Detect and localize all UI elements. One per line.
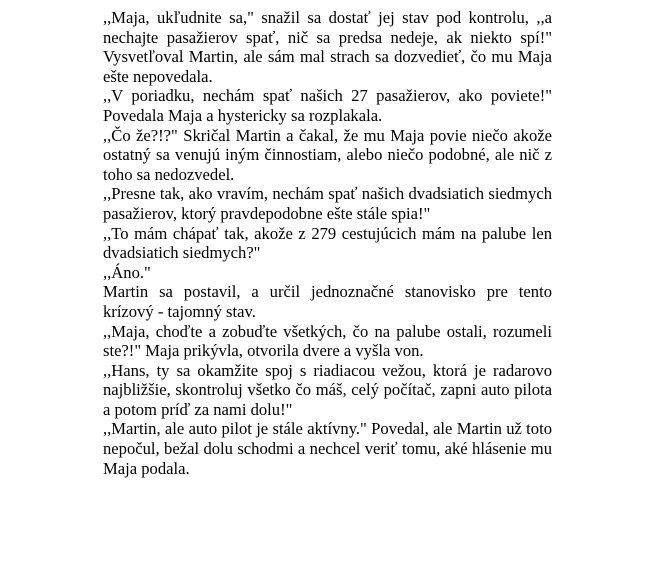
paragraph: ,,Maja, ukľudnite sa," snažil sa dostať jej stav pod kontrolu, ,,a nechajte pasažierov spať, nič sa predsa nedeje, ak niekto spí!" Vysvetľoval Martin, ale sám mal strach sa dozvedieť, čo mu Maja ešte nepovedala. [103,8,552,86]
paragraph: ,,Hans, ty sa okamžite spoj s riadiacou vežou, ktorá je radarovo najbližšie, skontroluj všetko čo máš, celý počítač, zapni auto pilota a potom príď za nami dolu!" [103,360,552,419]
paragraph: ,,Čo že?!?" Skričal Martin a čakal, že mu Maja povie niečo akože ostatný sa venujú iným činnostiam, alebo niečo podobné, ale nič z toho sa nedozvedel. [103,125,552,184]
paragraph: ,,Presne tak, ako vravím, nechám spať našich dvadsiatich siedmych pasažierov, ktorý pravdepodobne ešte stále spia!" [103,184,552,223]
paragraph: ,,Áno." [103,262,151,282]
paragraph: Martin sa postavil, a určil jednoznačné stanovisko pre tento krízový - tajomný stav. [103,282,552,321]
paragraph: ,,V poriadku, nechám spať našich 27 pasažierov, ako poviete!" Povedala Maja a hystericky sa rozplakala. [103,86,552,125]
story-text [103,8,552,478]
paragraph: ,,To mám chápať tak, akože z 279 cestujúcich mám na palube len dvadsiatich siedmych?" [103,223,552,263]
paragraph: ,,Maja, choďte a zobuďte všetkých, čo na palube ostali, rozumeli ste?!" Maja prikývla, otvorila dvere a vyšla von. [103,321,552,361]
paragraph: ,,Martin, ale auto pilot je stále aktívny." Povedal, ale Martin už toto nepočul, bežal dolu schodmi a nechcel veriť tomu, aké hlásenie mu Maja podala. [103,419,552,478]
